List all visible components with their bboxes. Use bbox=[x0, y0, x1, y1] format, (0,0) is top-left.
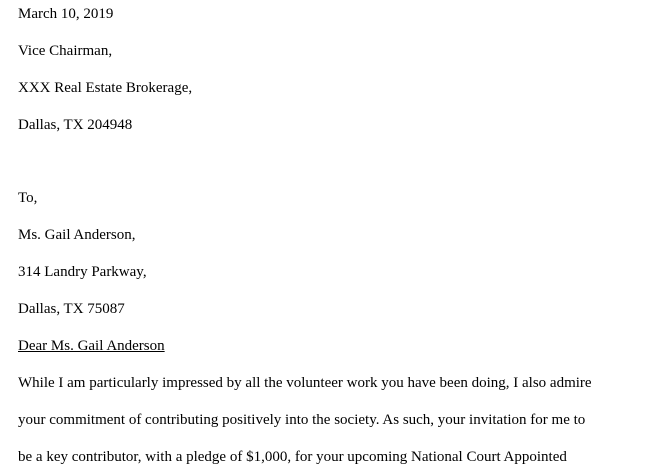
recipient-city-state-zip: Dallas, TX 75087 bbox=[18, 301, 125, 317]
salutation: Dear Ms. Gail Anderson bbox=[18, 338, 165, 354]
recipient-name: Ms. Gail Anderson, bbox=[18, 227, 136, 243]
recipient-to-label: To, bbox=[18, 190, 38, 206]
sender-title: Vice Chairman, bbox=[18, 43, 113, 59]
body-line-3: be a key contributor, with a pledge of $1,000, for your upcoming National Court Appointed bbox=[18, 449, 567, 465]
body-line-2: your commitment of contributing positively into the society. As such, your invitation for me to bbox=[18, 412, 586, 428]
sender-address: Dallas, TX 204948 bbox=[18, 117, 133, 133]
recipient-street: 314 Landry Parkway, bbox=[18, 264, 147, 280]
body-line-1: While I am particularly impressed by all the volunteer work you have been doing, I also admire bbox=[18, 375, 592, 391]
letter-date: March 10, 2019 bbox=[18, 6, 114, 22]
sender-company: XXX Real Estate Brokerage, bbox=[18, 80, 193, 96]
